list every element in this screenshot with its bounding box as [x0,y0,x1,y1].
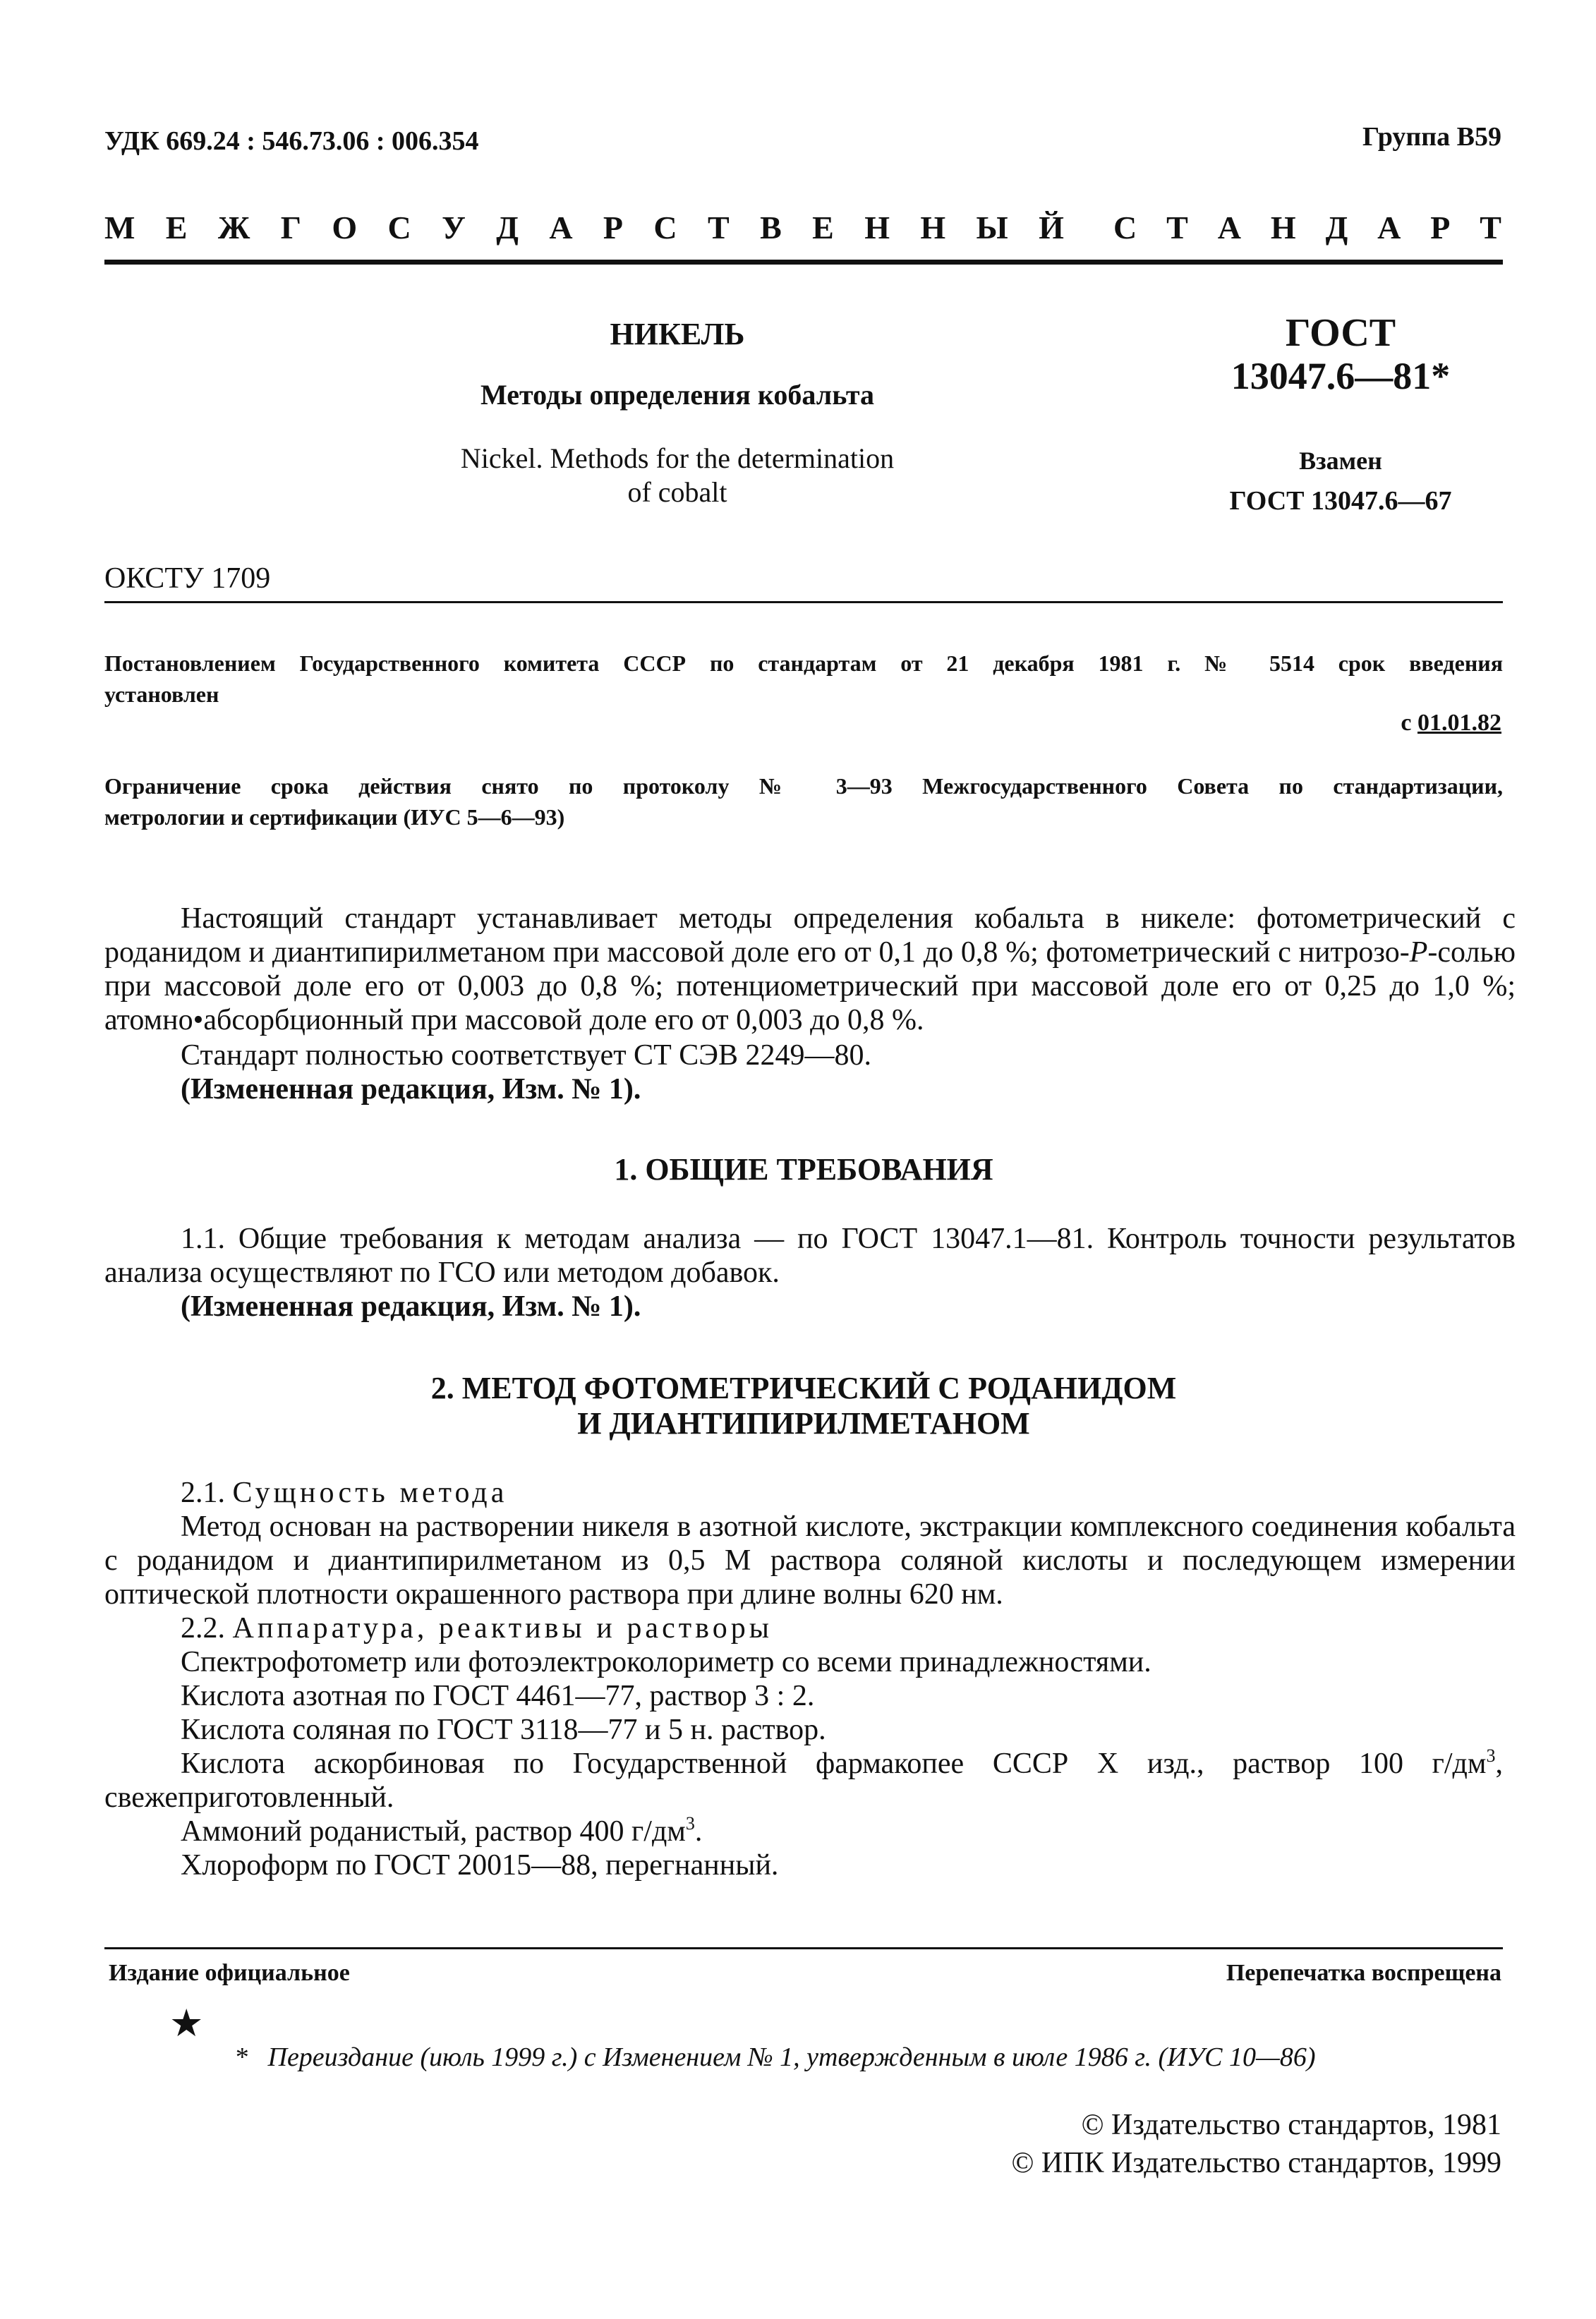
intro-compliance: Стандарт полностью соответствует СТ СЭВ 2249—80. [181,1039,871,1072]
section2-heading-line2: И ДИАНТИПИРИЛМЕТАНОМ [577,1406,1030,1441]
apparatus-item-3: Кислота соляная по ГОСТ 3118—77 и 5 н. раствор. [181,1714,826,1746]
subsection-2-1-number: 2.1. [181,1477,225,1509]
section1-amendment: (Измененная редакция, Изм. № 1). [181,1290,641,1323]
apparatus-item-6: Хлороформ по ГОСТ 20015—88, перегнанный. [181,1849,779,1882]
banner-right-letter: Т [1166,210,1188,246]
standard-banner [104,209,1501,251]
subsection-2-1-text: Метод основан на растворении никеля в азотной кислоте, экстракции комплексного соединения кобальта с роданидом и диантипирилметаном из 0,5 М раствора соляной кислоты и последующем измерении оптической плотности окрашенного раствора при длине волны 620 нм. [104,1510,1516,1611]
apparatus-item-5-sup: 3 [685,1813,695,1834]
title-en-line2: of cobalt [627,476,727,508]
subsection-2-1-title: Сущность метода [232,1477,508,1509]
decree-date-value: 01.01.82 [1417,710,1501,736]
reissue-note-mark: * [234,2042,248,2072]
copyright-1999: © ИПК Издательство стандартов, 1999 [1011,2147,1501,2179]
apparatus-item-5-end: . [694,1815,703,1848]
banner-left-letter: С [653,210,677,246]
group-code: Группа В59 [1362,122,1501,152]
apparatus-item-1: Спектрофотометр или фотоэлектроколориметр со всеми принадлежностями. [181,1646,1151,1678]
star-icon: ★ [169,2002,204,2045]
reissue-note-text: Переиздание (июль 1999 г.) с Изменением № 1, утвержденным в июле 1986 г. (ИУС 10—86) [267,2042,1316,2072]
banner-left-letter: Д [496,210,519,246]
banner-left-letter: Ж [217,210,250,246]
banner-right-letter: Р [1430,210,1451,246]
limitation-line2: метрологии и сертификации (ИУС 5—6—93) [104,804,565,830]
title-ru: НИКЕЛЬ [610,317,745,351]
banner-left-letter: Н [920,210,946,246]
udk-code: УДК 669.24 : 546.73.06 : 006.354 [104,126,479,156]
subsection-2-2-number: 2.2. [181,1612,225,1645]
subtitle-ru: Методы определения кобальта [480,379,874,411]
banner-left-letter: Г [280,210,301,246]
intro-italic-p: Р [1409,936,1428,969]
section2-heading-line1: 2. МЕТОД ФОТОМЕТРИЧЕСКИЙ С РОДАНИДОМ [430,1371,1177,1405]
banner-left-letter: В [760,210,782,246]
intro-amendment: (Измененная редакция, Изм. № 1). [181,1073,641,1106]
section1-heading: 1. ОБЩИЕ ТРЕБОВАНИЯ [614,1152,993,1187]
banner-right-letter: Н [1270,210,1296,246]
intro-text-part2: -солью при массовой доле его от 0,003 до 0,8 %; потенциометрический при массовой доле его от 0,25 до 1,0 %; атомно•абсорбционный при массовой доле его от 0,003 до 0,8 %. [104,936,1516,1036]
banner-left-letter: С [387,210,411,246]
banner-left-letter: Ы [976,210,1008,246]
banner-left-letter: А [549,210,573,246]
reissue-note [234,2042,1315,2073]
apparatus-item-4-text: Кислота аскорбиновая по Государственной фармакопее СССР X изд., раствор 100 г/дм [181,1748,1487,1780]
gost-number: 13047.6—81* [1231,355,1451,397]
gost-label: ГОСТ [1285,311,1396,355]
banner-left [104,209,1064,246]
copyright-1981: © Издательство стандартов, 1981 [1081,2109,1501,2141]
banner-left-letter: Р [603,210,624,246]
okstu-rule [104,601,1503,603]
banner-right-letter: А [1377,210,1401,246]
official-edition-label: Издание официальное [109,1960,350,1986]
apparatus-item-4 [181,1747,1503,1781]
decree-date [1401,710,1501,737]
limitation-line1: Ограничение срока действия снято по протоколу № 3—93 Межгосударственного Совета по стандартизации, [104,773,1503,799]
decree-line1: Постановлением Государственного комитета СССР по стандартам от 21 декабря 1981 г. № 5514 срок введения [104,650,1503,676]
decree-date-prefix: с [1401,710,1417,736]
subsection-2-2-title: Аппаратура, реактивы и растворы [232,1612,773,1645]
apparatus-item-5-text: Аммоний роданистый, раствор 400 г/дм [181,1815,686,1848]
decree-line2: установлен [104,682,219,707]
intro-text-part1: Настоящий стандарт устанавливает методы определения кобальта в никеле: фотометрический с роданидом и диантипирилметаном при массовой доле его от 0,1 до 0,8 %; фотометрический с нитрозо- [104,902,1516,969]
section1-paragraph: 1.1. Общие требования к методам анализа — по ГОСТ 13047.1—81. Контроль точности результатов анализа осуществляют по ГСО или методом добавок. [104,1223,1516,1289]
apparatus-item-5 [181,1815,702,1848]
banner-left-letter: Й [1039,210,1064,246]
apparatus-item-4-line2: свежеприготовленный. [104,1781,394,1814]
banner-left-letter: Т [708,210,730,246]
banner-left-letter: Е [812,210,834,246]
replaces-label: Взамен [1299,447,1382,475]
banner-rule [104,260,1503,265]
apparatus-item-4-end: , [1495,1748,1503,1780]
banner-right-letter: Т [1480,210,1501,246]
okstu-code: ОКСТУ 1709 [104,562,271,595]
banner-left-letter: У [442,210,466,246]
intro-paragraph [104,902,1516,1037]
reprint-prohibited-label: Перепечатка воспрещена [1226,1960,1501,1986]
subsection-2-1-heading [181,1476,507,1510]
apparatus-item-2: Кислота азотная по ГОСТ 4461—77, раствор 3 : 2. [181,1680,815,1712]
banner-right-letter: С [1113,210,1137,246]
banner-left-letter: Е [165,210,188,246]
banner-left-letter: Н [864,210,890,246]
banner-right [1113,209,1501,246]
banner-right-letter: Д [1325,210,1348,246]
apparatus-item-4-sup: 3 [1486,1745,1496,1766]
banner-left-letter: М [104,210,135,246]
subsection-2-2-heading [181,1611,773,1645]
replaces-gost: ГОСТ 13047.6—67 [1229,486,1452,516]
title-en-line1: Nickel. Methods for the determination [460,442,895,474]
footer-rule [104,1947,1503,1949]
banner-left-letter: О [332,210,358,246]
banner-right-letter: А [1217,210,1241,246]
